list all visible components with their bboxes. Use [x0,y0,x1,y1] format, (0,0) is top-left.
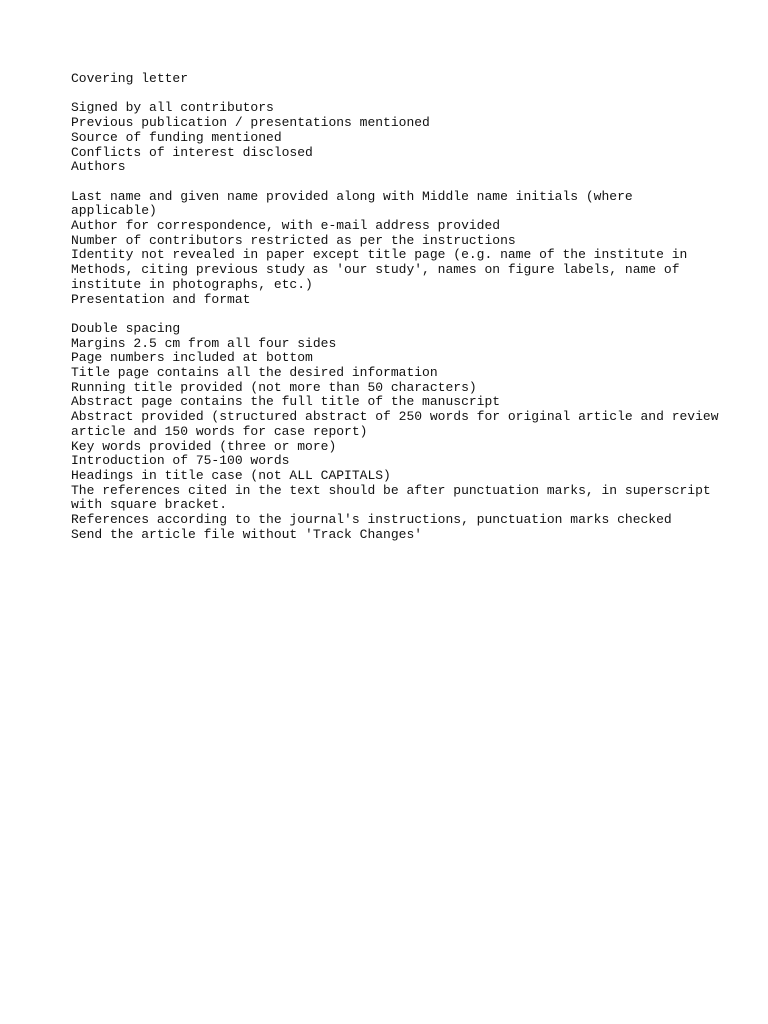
text-line: Signed by all contributors [71,100,274,116]
text-line: Introduction of 75-100 words [71,453,290,469]
text-line: Source of funding mentioned [71,129,282,145]
text-line: Author for correspondence, with e-mail address provided [71,218,501,233]
text-line: Double spacing [71,320,181,336]
text-line: Key words provided (three or more) [71,438,337,454]
text-line: The references cited in the text should be after punctuation marks, in superscript [71,482,711,498]
text-line: Running title provided (not more than 50 characters) [71,379,477,395]
text-line: Abstract provided (structured abstract of 250 words for original article and review [71,409,719,425]
text-line: institute in photographs, etc.) [71,276,313,292]
document-page [71,72,721,542]
text-line: References according to the journal's instructions, punctuation marks checked [71,512,672,528]
text-line: Abstract page contains the full title of the manuscript [71,394,501,410]
text-line: Headings in title case (not ALL CAPITALS) [71,467,391,483]
blank-line [71,87,721,102]
text-line: Covering letter [71,71,189,86]
text-line: Conflicts of interest disclosed [71,144,313,160]
text-line: Methods, citing previous study as 'our study', names on figure labels, name of [71,262,680,278]
text-line: Previous publication / presentations mentioned [71,115,430,131]
text-line: Presentation and format [71,291,251,307]
text-line: Margins 2.5 cm from all four sides [71,335,337,351]
text-line: Number of contributors restricted as per the instructions [71,232,516,248]
text-line: Last name and given name provided along with Middle name initials (where [71,188,633,204]
text-line: Identity not revealed in paper except title page (e.g. name of the institute in [71,247,688,263]
text-line: Title page contains all the desired information [71,365,438,381]
text-line: Send the article file without 'Track Changes' [71,526,423,542]
text-line: Page numbers included at bottom [71,350,313,366]
blank-line [71,175,721,190]
text-line: article and 150 words for case report) [71,423,368,439]
text-line: applicable) [71,203,157,219]
text-line: Authors [71,159,126,175]
text-line: with square bracket. [71,497,228,513]
blank-line [71,307,721,322]
